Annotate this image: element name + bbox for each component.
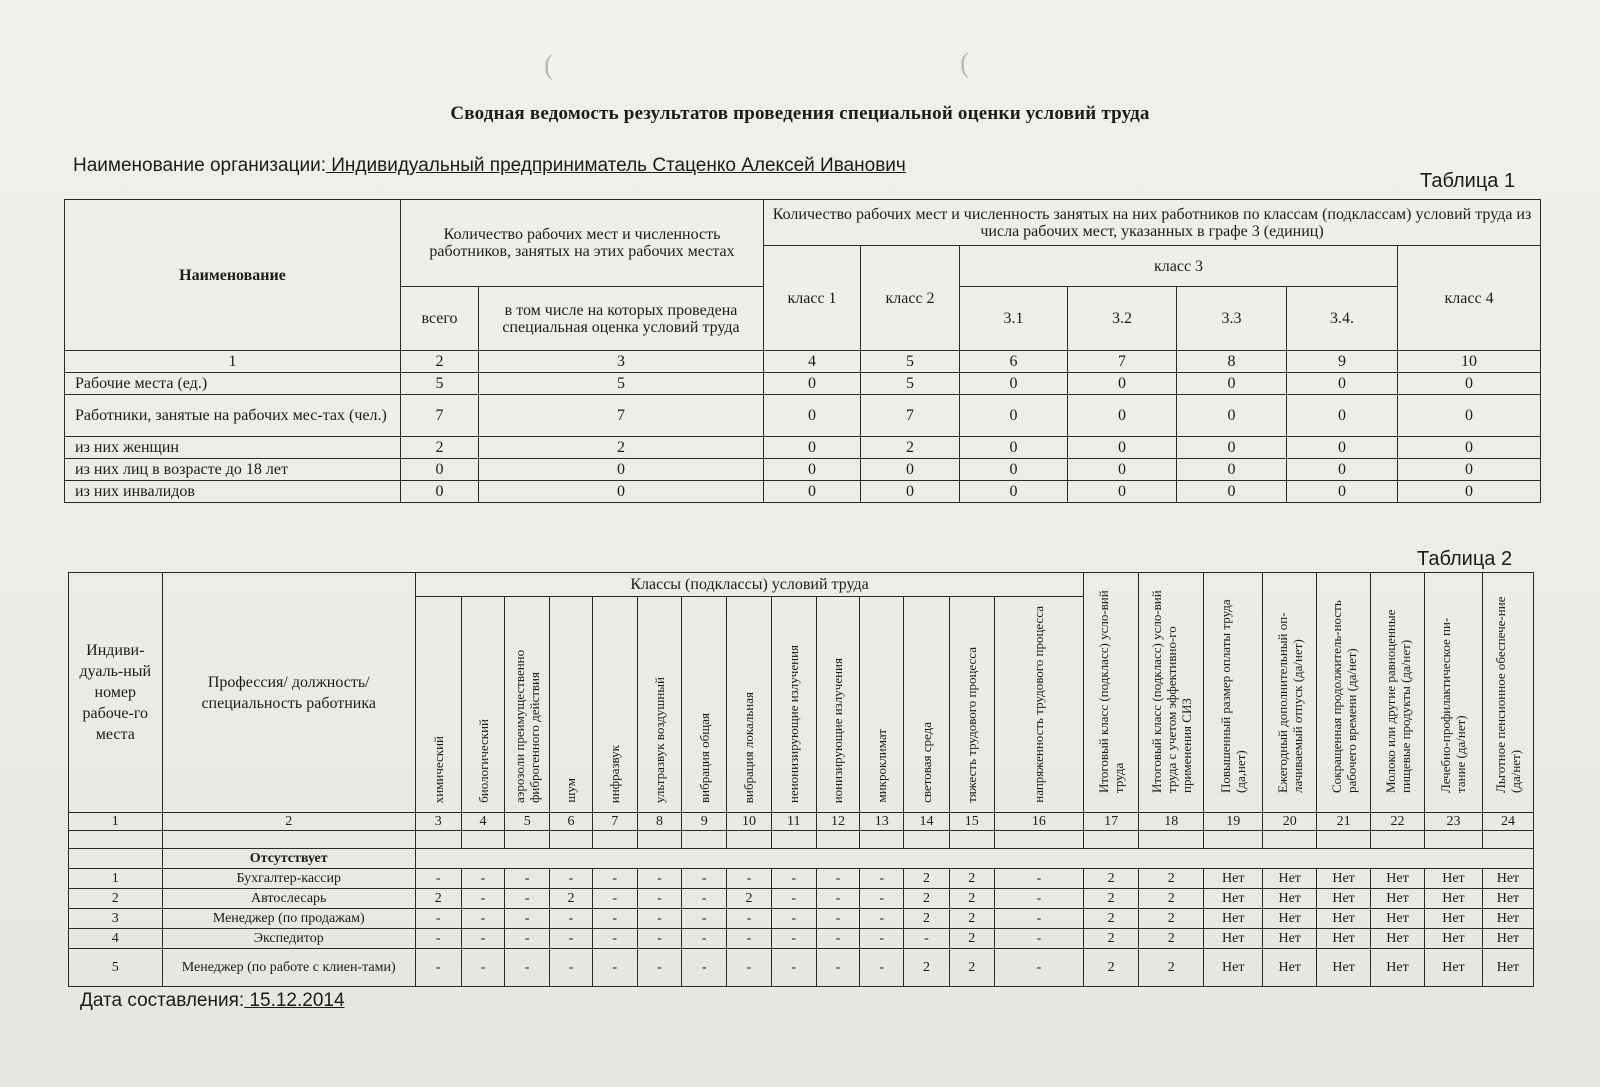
table1-cell: 0: [1398, 395, 1541, 437]
table1-cell: 0: [479, 459, 764, 481]
table2-cell: -: [771, 889, 816, 909]
factor-header: тяжесть трудового процесса: [949, 597, 994, 813]
table2-cell: -: [816, 869, 860, 889]
table2-cell: 2: [1084, 929, 1139, 949]
table1-row: [65, 395, 1541, 437]
table2-cell: 2: [550, 889, 593, 909]
table2-cell: -: [592, 929, 637, 949]
table2-cell: 2: [1139, 889, 1204, 909]
colnum: 16: [994, 813, 1084, 831]
table2-cell: Нет: [1371, 909, 1425, 929]
colnum: 1: [69, 813, 163, 831]
table1-cell: 5: [861, 373, 960, 395]
table2-cell: -: [994, 909, 1084, 929]
header-milk: Молоко или другие равноценные пищевые продукты (да/нет): [1371, 573, 1425, 813]
colnum: 3: [479, 351, 764, 373]
colnum: 1: [65, 351, 401, 373]
colnum: 8: [1177, 351, 1287, 373]
profession: Менеджер (по работе с клиен-тами): [162, 949, 415, 987]
table2-cell: -: [637, 949, 682, 987]
factor-header: напряженность трудового процесса: [994, 597, 1084, 813]
table2-cell: 2: [727, 889, 772, 909]
table1-caption: Таблица 1: [1420, 170, 1516, 192]
table1-cell: 5: [479, 373, 764, 395]
table2-cell: -: [994, 949, 1084, 987]
table2-cell: 2: [949, 869, 994, 889]
table2-cell: Нет: [1482, 869, 1533, 889]
table2-cell: Нет: [1371, 929, 1425, 949]
colnum: 8: [637, 813, 682, 831]
colnum: 6: [960, 351, 1068, 373]
colnum: 6: [550, 813, 593, 831]
table1-cell: 0: [1177, 459, 1287, 481]
table1-cell: 0: [960, 459, 1068, 481]
section-label: Отсутствует: [162, 849, 415, 869]
colnum: 7: [1068, 351, 1177, 373]
table2-cell: 2: [904, 869, 950, 889]
workplace-number: 2: [69, 889, 163, 909]
table1-cell: 0: [1068, 437, 1177, 459]
table2-cell: -: [637, 929, 682, 949]
header-final-class: Итоговый класс (подкласс) усло-вий труда: [1084, 573, 1139, 813]
colnum: 7: [592, 813, 637, 831]
table2-cell: Нет: [1424, 929, 1482, 949]
table2-cell: Нет: [1204, 889, 1263, 909]
table2-cell: Нет: [1371, 949, 1425, 987]
header-c31: 3.1: [960, 287, 1068, 351]
table1-cell: 0: [1398, 373, 1541, 395]
table2-cell: -: [816, 909, 860, 929]
factor-header: инфразвук: [592, 597, 637, 813]
colnum: 5: [861, 351, 960, 373]
header-c32: 3.2: [1068, 287, 1177, 351]
table2-cell: -: [994, 929, 1084, 949]
table2-cell: -: [505, 929, 550, 949]
table1-cell: 0: [1068, 459, 1177, 481]
header-final-class-siz: Итоговый класс (подкласс) усло-вий труда с учетом эффективно-го применения СИЗ: [1139, 573, 1204, 813]
table2-cell: -: [682, 909, 727, 929]
table1-cell: 0: [1177, 437, 1287, 459]
factor-header: вибрация локальная: [727, 597, 772, 813]
table1-cell: 0: [1177, 373, 1287, 395]
table1-cell: 2: [401, 437, 479, 459]
header-reduced-hours: Сокращенная продолжитель-ность рабочего времени (да/нет): [1317, 573, 1371, 813]
table2-cell: Нет: [1263, 889, 1317, 909]
table2-cell: 2: [1139, 909, 1204, 929]
table2-cell: -: [860, 929, 904, 949]
table1-cell: 0: [1287, 373, 1398, 395]
table1-cell: 0: [1068, 373, 1177, 395]
table2-cell: -: [637, 909, 682, 929]
colnum: 18: [1139, 813, 1204, 831]
header-c33: 3.3: [1177, 287, 1287, 351]
table2-cell: Нет: [1204, 929, 1263, 949]
profession: Автослесарь: [162, 889, 415, 909]
table2-cell: Нет: [1204, 869, 1263, 889]
colnum: 5: [505, 813, 550, 831]
table2-cell: Нет: [1371, 869, 1425, 889]
table2-cell: -: [461, 869, 505, 889]
table2-cell: -: [592, 889, 637, 909]
table2-cell: Нет: [1204, 909, 1263, 929]
table2-body: [69, 869, 1534, 987]
colnum: 17: [1084, 813, 1139, 831]
organization-name: Индивидуальный предприниматель Стаценко Алексей Иванович: [325, 155, 906, 176]
row-label: из них женщин: [65, 437, 401, 459]
table1-cell: 5: [401, 373, 479, 395]
document-title: Сводная ведомость результатов проведения специальной оценки условий труда: [450, 103, 1150, 124]
table2-row: [69, 869, 1534, 889]
table2-cell: -: [592, 949, 637, 987]
row-label: из них инвалидов: [65, 481, 401, 503]
factor-header: неионизирующие излучения: [771, 597, 816, 813]
table2-cell: Нет: [1204, 949, 1263, 987]
table1-cell: 0: [1068, 395, 1177, 437]
table1-cell: 2: [861, 437, 960, 459]
colnum: 2: [162, 813, 415, 831]
table2-cell: -: [860, 949, 904, 987]
organization-label: Наименование организации:: [73, 155, 326, 176]
table2-cell: -: [505, 949, 550, 987]
table2-row: [69, 909, 1534, 929]
table2-cell: -: [860, 869, 904, 889]
header-group-classes: Количество рабочих мест и численность занятых на них работников по классам (подклассам) условий труда из числа рабочих мест, указанных в графе 3 (единиц): [764, 200, 1541, 246]
table2-cell: -: [816, 949, 860, 987]
table1-body: [65, 373, 1541, 503]
workplace-number: 4: [69, 929, 163, 949]
table2-cell: 2: [1139, 869, 1204, 889]
table2-cell: -: [682, 869, 727, 889]
factor-header: шум: [550, 597, 593, 813]
table2-cell: Нет: [1263, 929, 1317, 949]
table2-cell: -: [461, 909, 505, 929]
colnum: 9: [1287, 351, 1398, 373]
table2-cell: 2: [1084, 869, 1139, 889]
header-c34: 3.4.: [1287, 287, 1398, 351]
table2-cell: Нет: [1263, 869, 1317, 889]
colnum: 10: [1398, 351, 1541, 373]
table2-cell: 2: [949, 889, 994, 909]
table2-row: [69, 949, 1534, 987]
table2-cell: -: [682, 889, 727, 909]
table1-cell: 0: [764, 459, 861, 481]
header-group-total: Количество рабочих мест и численность работников, занятых на этих рабочих местах: [401, 200, 764, 287]
table2-cell: -: [682, 949, 727, 987]
colnum: 21: [1317, 813, 1371, 831]
table2-cell: 2: [1084, 909, 1139, 929]
table2-cell: -: [860, 889, 904, 909]
header-assessed: в том числе на которых проведена специальная оценка условий труда: [479, 287, 764, 351]
table2-cell: -: [505, 889, 550, 909]
table2-cell: 2: [1139, 949, 1204, 987]
table2-cell: 2: [415, 889, 461, 909]
summary-table: [64, 199, 1541, 503]
table1-cell: 0: [764, 437, 861, 459]
table2-cell: -: [771, 909, 816, 929]
table2-cell: Нет: [1317, 929, 1371, 949]
table1-cell: 0: [1068, 481, 1177, 503]
table1-cell: 0: [1287, 481, 1398, 503]
table2-cell: Нет: [1263, 949, 1317, 987]
colnum: 24: [1482, 813, 1533, 831]
table2-cell: Нет: [1371, 889, 1425, 909]
table2-cell: -: [461, 889, 505, 909]
header-workplace-number: Индиви-дуаль-ный номер рабоче-го места: [69, 573, 163, 813]
table2-cell: -: [727, 949, 772, 987]
table1-row: [65, 481, 1541, 503]
table2-cell: -: [592, 909, 637, 929]
header-pension: Льготное пенсионное обеспече-ние (да/нет): [1482, 573, 1533, 813]
table2-cell: -: [415, 929, 461, 949]
table1-cell: 0: [861, 459, 960, 481]
table1-colnum-row: [65, 351, 1541, 373]
factor-header: ультразвук воздушный: [637, 597, 682, 813]
table1-row: [65, 437, 1541, 459]
table2-row: [69, 889, 1534, 909]
table2-cell: -: [727, 929, 772, 949]
table2-cell: Нет: [1482, 949, 1533, 987]
table2-cell: 2: [949, 909, 994, 929]
header-class3: класс 3: [960, 246, 1398, 287]
section-row: [69, 849, 1534, 869]
table1-cell: 0: [1398, 459, 1541, 481]
table2-cell: -: [461, 929, 505, 949]
table1-cell: 0: [764, 373, 861, 395]
header-therapeutic-food: Лечебно-профилактическое пи-тание (да/нет): [1424, 573, 1482, 813]
table1-cell: 0: [960, 481, 1068, 503]
table2-cell: -: [550, 929, 593, 949]
header-additional-leave: Ежегодный дополнительный оп-лачиваемый отпуск (да/нет): [1263, 573, 1317, 813]
table1-cell: 0: [764, 481, 861, 503]
table2-cell: 2: [1139, 929, 1204, 949]
table2-cell: Нет: [1424, 909, 1482, 929]
table2-cell: 2: [904, 909, 950, 929]
table1-cell: 0: [1287, 395, 1398, 437]
table1-cell: 0: [1398, 481, 1541, 503]
header-class2: класс 2: [861, 246, 960, 351]
table2-cell: -: [994, 869, 1084, 889]
table2-cell: -: [550, 949, 593, 987]
table2-cell: -: [727, 909, 772, 929]
table2-cell: -: [637, 889, 682, 909]
factor-header: ионизирующие излучения: [816, 597, 860, 813]
table2-cell: 2: [904, 889, 950, 909]
table2-cell: -: [550, 869, 593, 889]
date-line: [80, 990, 345, 1012]
table2-cell: Нет: [1424, 869, 1482, 889]
table2-cell: -: [816, 889, 860, 909]
paper-mark: (: [544, 50, 554, 81]
colnum: 4: [764, 351, 861, 373]
date-label: Дата составления:: [80, 990, 245, 1011]
colnum: 2: [401, 351, 479, 373]
table1-cell: 0: [479, 481, 764, 503]
row-label: Рабочие места (ед.): [65, 373, 401, 395]
factor-header: вибрация общая: [682, 597, 727, 813]
table2-cell: 2: [904, 949, 950, 987]
table2-cell: -: [592, 869, 637, 889]
table1-cell: 0: [401, 459, 479, 481]
date-value: 15.12.2014: [244, 990, 345, 1011]
table2-cell: Нет: [1482, 929, 1533, 949]
table2-cell: -: [771, 869, 816, 889]
table1-cell: 0: [764, 395, 861, 437]
table1-cell: 0: [1398, 437, 1541, 459]
row-label: Работники, занятые на рабочих мес-тах (чел.): [65, 395, 401, 437]
table2-cell: Нет: [1424, 889, 1482, 909]
factor-header: биологический: [461, 597, 505, 813]
workplace-number: 3: [69, 909, 163, 929]
table2-cell: -: [461, 949, 505, 987]
table2-cell: -: [816, 929, 860, 949]
table1-row: [65, 373, 1541, 395]
table2-cell: -: [994, 889, 1084, 909]
table2-cell: -: [415, 869, 461, 889]
colnum: 15: [949, 813, 994, 831]
table1-cell: 7: [861, 395, 960, 437]
table1-row: [65, 459, 1541, 481]
table1-cell: 7: [479, 395, 764, 437]
table2-cell: 2: [1084, 949, 1139, 987]
table2-cell: -: [727, 869, 772, 889]
row-label: из них лиц в возрасте до 18 лет: [65, 459, 401, 481]
factor-header: световая среда: [904, 597, 950, 813]
factor-header: химический: [415, 597, 461, 813]
table1-cell: 0: [1177, 481, 1287, 503]
colnum: 9: [682, 813, 727, 831]
table2-caption: Таблица 2: [1417, 548, 1513, 570]
header-class4: класс 4: [1398, 246, 1541, 351]
table2-cell: -: [550, 909, 593, 929]
colnum: 12: [816, 813, 860, 831]
factor-header: микроклимат: [860, 597, 904, 813]
blank-row: [69, 831, 1534, 849]
organization-line: [73, 155, 906, 177]
table2-cell: Нет: [1317, 869, 1371, 889]
table2-colnum-row: [69, 813, 1534, 831]
colnum: 3: [415, 813, 461, 831]
table2-cell: Нет: [1482, 889, 1533, 909]
table1-cell: 0: [1287, 459, 1398, 481]
colnum: 22: [1371, 813, 1425, 831]
table2-cell: -: [415, 909, 461, 929]
table2-cell: -: [904, 929, 950, 949]
table2-cell: -: [505, 909, 550, 929]
table2-cell: -: [771, 949, 816, 987]
table2-cell: Нет: [1424, 949, 1482, 987]
colnum: 11: [771, 813, 816, 831]
header-increased-pay: Повышенный размер оплаты труда (да,нет): [1204, 573, 1263, 813]
table2-cell: -: [415, 949, 461, 987]
header-class1: класс 1: [764, 246, 861, 351]
colnum: 13: [860, 813, 904, 831]
table1-cell: 0: [861, 481, 960, 503]
table2-cell: 2: [1084, 889, 1139, 909]
table2-cell: Нет: [1317, 889, 1371, 909]
header-total: всего: [401, 287, 479, 351]
table1-cell: 0: [1177, 395, 1287, 437]
table2-cell: Нет: [1263, 909, 1317, 929]
workplace-table: [68, 572, 1534, 987]
table2-cell: -: [505, 869, 550, 889]
table1-cell: 0: [960, 395, 1068, 437]
table1-cell: 0: [960, 437, 1068, 459]
colnum: 23: [1424, 813, 1482, 831]
table2-cell: Нет: [1317, 909, 1371, 929]
table1-cell: 7: [401, 395, 479, 437]
header-name: Наименование: [65, 200, 401, 351]
header-classes: Классы (подклассы) условий труда: [415, 573, 1083, 597]
table2-cell: -: [637, 869, 682, 889]
table2-cell: 2: [949, 949, 994, 987]
paper-mark: (: [960, 48, 970, 79]
profession: Менеджер (по продажам): [162, 909, 415, 929]
colnum: 14: [904, 813, 950, 831]
table2-cell: Нет: [1317, 949, 1371, 987]
table2-cell: Нет: [1482, 909, 1533, 929]
table1-cell: 2: [479, 437, 764, 459]
workplace-number: 5: [69, 949, 163, 987]
profession: Бухгалтер-кассир: [162, 869, 415, 889]
colnum: 20: [1263, 813, 1317, 831]
header-profession: Профессия/ должность/ специальность работника: [162, 573, 415, 813]
table2-cell: 2: [949, 929, 994, 949]
colnum: 10: [727, 813, 772, 831]
factor-header: аэрозоли преимущественно фиброгенного действия: [505, 597, 550, 813]
table2-cell: -: [860, 909, 904, 929]
profession: Экспедитор: [162, 929, 415, 949]
table1-cell: 0: [1287, 437, 1398, 459]
workplace-number: 1: [69, 869, 163, 889]
colnum: 4: [461, 813, 505, 831]
table1-cell: 0: [960, 373, 1068, 395]
colnum: 19: [1204, 813, 1263, 831]
table2-cell: -: [771, 929, 816, 949]
table2-cell: -: [682, 929, 727, 949]
table2-row: [69, 929, 1534, 949]
table1-cell: 0: [401, 481, 479, 503]
